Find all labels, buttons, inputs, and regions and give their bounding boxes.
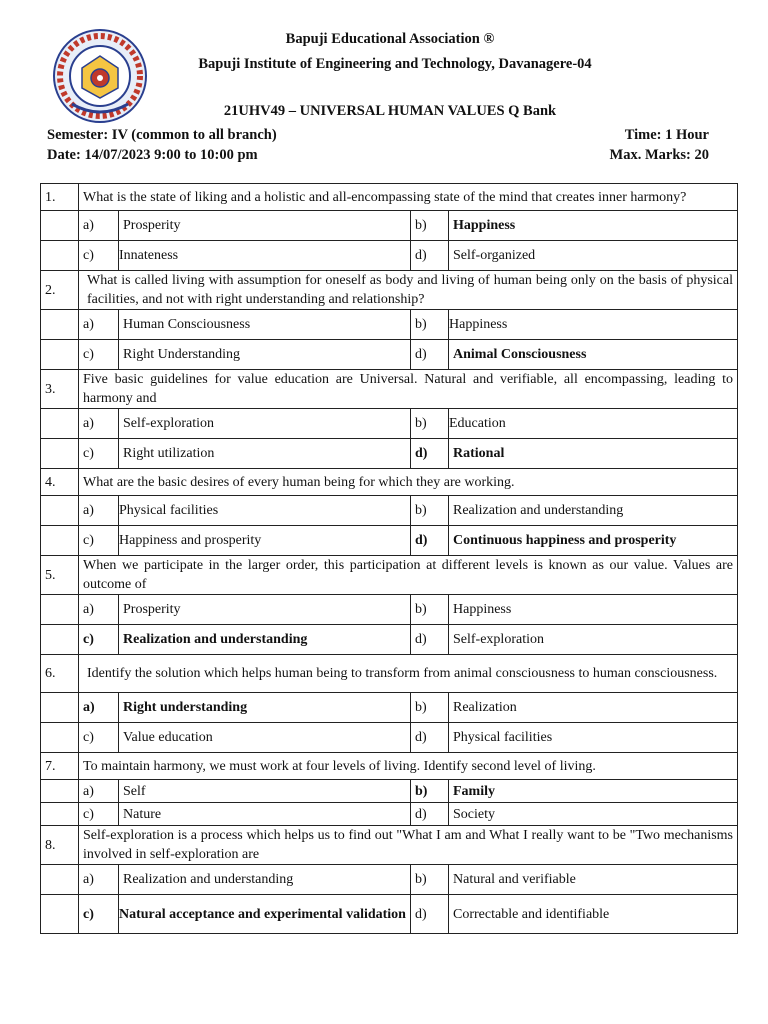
- option-text: Prosperity: [119, 595, 411, 625]
- option-text: Correctable and identifiable: [449, 895, 738, 934]
- option-label: c): [79, 340, 119, 370]
- question-number: 6.: [41, 655, 79, 693]
- option-text: Self-organized: [449, 241, 738, 271]
- option-text: Physical facilities: [449, 723, 738, 753]
- option-row: [41, 803, 738, 826]
- option-row: [41, 340, 738, 370]
- question-row: [41, 184, 738, 211]
- option-label: b): [411, 409, 449, 439]
- option-label-answer: c): [79, 625, 119, 655]
- option-row: [41, 693, 738, 723]
- question-number: 1.: [41, 184, 79, 211]
- option-text: Natural and verifiable: [449, 865, 738, 895]
- question-text: When we participate in the larger order, this participation at different levels is known as our value. Values are outcome of: [79, 556, 738, 595]
- option-label-answer: d): [411, 439, 449, 469]
- time-info: Time: 1 Hour: [624, 127, 709, 143]
- date-info: Date: 14/07/2023 9:00 to 10:00 pm: [47, 147, 258, 163]
- option-text: Happiness and prosperity: [119, 526, 411, 556]
- option-label: d): [411, 895, 449, 934]
- marks-info: Max. Marks: 20: [609, 147, 709, 163]
- option-label: c): [79, 241, 119, 271]
- option-row: [41, 241, 738, 271]
- option-label: c): [79, 439, 119, 469]
- option-row: [41, 895, 738, 934]
- question-number: 2.: [41, 271, 79, 310]
- option-text-answer: Right understanding: [119, 693, 411, 723]
- option-text: Realization and understanding: [449, 496, 738, 526]
- option-text-answer: Realization and understanding: [119, 625, 411, 655]
- question-text: What are the basic desires of every human being for which they are working.: [79, 469, 738, 496]
- option-label: d): [411, 803, 449, 826]
- option-label-answer: d): [411, 526, 449, 556]
- question-number: 8.: [41, 826, 79, 865]
- option-text: Self-exploration: [119, 409, 411, 439]
- option-text: Right utilization: [119, 439, 411, 469]
- option-text: Self-exploration: [449, 625, 738, 655]
- question-row: [41, 271, 738, 310]
- option-text: Innateness: [119, 241, 411, 271]
- option-label-answer: a): [79, 693, 119, 723]
- option-label: c): [79, 803, 119, 826]
- option-text-answer: Natural acceptance and experimental validation: [119, 895, 411, 934]
- option-label: b): [411, 310, 449, 340]
- option-row: [41, 496, 738, 526]
- question-number: 5.: [41, 556, 79, 595]
- option-label: a): [79, 310, 119, 340]
- option-text: Right Understanding: [119, 340, 411, 370]
- question-text: Five basic guidelines for value education are Universal. Natural and verifiable, all encompassing, leading to harmony and: [79, 370, 738, 409]
- option-text-answer: Happiness: [449, 211, 738, 241]
- option-text: Self: [119, 780, 411, 803]
- option-label: c): [79, 526, 119, 556]
- option-label: a): [79, 595, 119, 625]
- option-label: b): [411, 865, 449, 895]
- option-label: a): [79, 211, 119, 241]
- question-table: [40, 183, 738, 934]
- option-label-answer: b): [411, 780, 449, 803]
- question-row: [41, 370, 738, 409]
- option-row: [41, 310, 738, 340]
- question-number: 4.: [41, 469, 79, 496]
- option-label: a): [79, 865, 119, 895]
- option-text: Happiness: [449, 595, 738, 625]
- option-label: b): [411, 595, 449, 625]
- option-label: c): [79, 723, 119, 753]
- option-row: [41, 780, 738, 803]
- option-text-answer: Rational: [449, 439, 738, 469]
- question-row: [41, 826, 738, 865]
- option-text: Value education: [119, 723, 411, 753]
- question-row: [41, 655, 738, 693]
- option-row: [41, 865, 738, 895]
- option-text-answer: Continuous happiness and prosperity: [449, 526, 738, 556]
- question-text: Identify the solution which helps human being to transform from animal consciousness to human consciousness.: [79, 655, 738, 693]
- option-row: [41, 211, 738, 241]
- question-number: 3.: [41, 370, 79, 409]
- institute-name: Bapuji Institute of Engineering and Technology, Davanagere-04: [198, 56, 592, 72]
- semester-info: Semester: IV (common to all branch): [47, 127, 277, 143]
- question-number: 7.: [41, 753, 79, 780]
- option-label: a): [79, 496, 119, 526]
- option-row: [41, 595, 738, 625]
- option-text: Happiness: [449, 310, 738, 340]
- institute-logo: [52, 28, 148, 124]
- question-text: What is called living with assumption for oneself as body and living of human being only on the basis of physical facilities, and not with right understanding and relationship?: [79, 271, 738, 310]
- option-label: b): [411, 496, 449, 526]
- option-label-answer: c): [79, 895, 119, 934]
- option-text-answer: Family: [449, 780, 738, 803]
- option-row: [41, 723, 738, 753]
- option-text-answer: Animal Consciousness: [449, 340, 738, 370]
- option-label: d): [411, 340, 449, 370]
- option-label: a): [79, 409, 119, 439]
- option-row: [41, 439, 738, 469]
- option-row: [41, 625, 738, 655]
- question-text: Self-exploration is a process which helps us to find out "What I am and What I really want to be "Two mechanisms involved in self-exploration are: [79, 826, 738, 865]
- question-text: What is the state of liking and a holistic and all-encompassing state of the mind that creates inner harmony?: [79, 184, 738, 211]
- option-text: Physical facilities: [119, 496, 411, 526]
- option-text: Human Consciousness: [119, 310, 411, 340]
- option-text: Realization and understanding: [119, 865, 411, 895]
- question-row: [41, 469, 738, 496]
- option-text: Realization: [449, 693, 738, 723]
- option-label: d): [411, 723, 449, 753]
- question-text: To maintain harmony, we must work at four levels of living. Identify second level of living.: [79, 753, 738, 780]
- option-text: Education: [449, 409, 738, 439]
- question-row: [41, 753, 738, 780]
- option-label: b): [411, 693, 449, 723]
- option-text: Nature: [119, 803, 411, 826]
- question-row: [41, 556, 738, 595]
- option-row: [41, 526, 738, 556]
- option-row: [41, 409, 738, 439]
- document-title: 21UHV49 – UNIVERSAL HUMAN VALUES Q Bank: [223, 103, 557, 119]
- option-text: Prosperity: [119, 211, 411, 241]
- option-text: Society: [449, 803, 738, 826]
- association-name: Bapuji Educational Association ®: [285, 31, 495, 47]
- option-label: d): [411, 241, 449, 271]
- option-label: d): [411, 625, 449, 655]
- option-label: a): [79, 780, 119, 803]
- option-label: b): [411, 211, 449, 241]
